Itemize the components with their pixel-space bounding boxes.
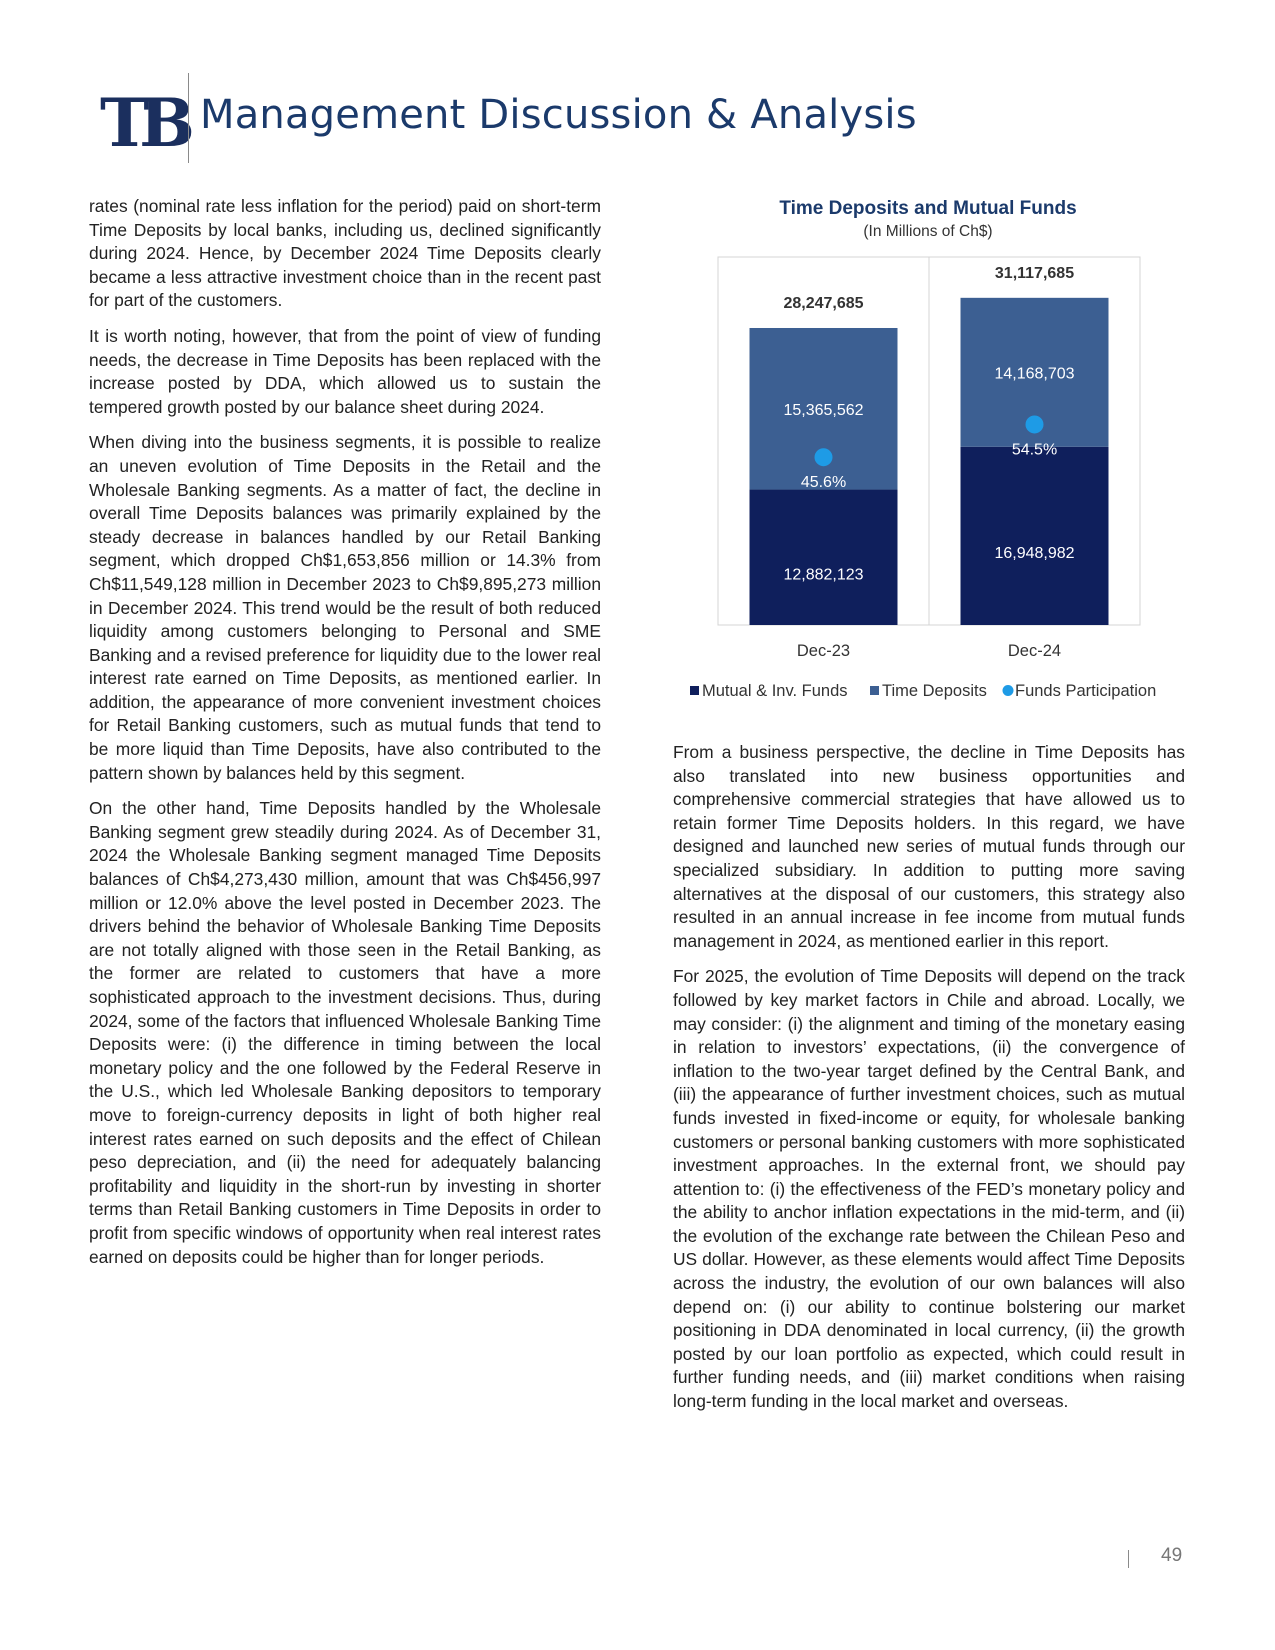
- paragraph: rates (nominal rate less inflation for the period) paid on short-term Time Deposits by local banks, including us, declined significantly during 2024. Hence, by December 2024 Time Deposits clearly became a less attractive investment choice than in the recent past for part of the customers.: [89, 196, 601, 311]
- total-label: 31,117,685: [994, 264, 1075, 282]
- page-number-separator: [1128, 1550, 1129, 1568]
- participation-point: [815, 448, 833, 466]
- bar-mutual-funds: [961, 447, 1109, 625]
- participation-point: [1026, 415, 1044, 433]
- page-title: Management Discussion & Analysis: [200, 92, 917, 138]
- paragraph: On the other hand, Time Deposits handled by the Wholesale Banking segment grew steadily during 2024. As of December 31, 2024 the Wholesale Banking segment managed Time Deposits balances of Ch$4,273,430 million, amount that was Ch$456,997 million or 12.0% above the level posted in December 2023. The drivers behind the behavior of Wholesale Banking Time Deposits are not totally aligned with those seen in the Retail Banking, as the former are related to customers that have a more sophisticated approach to the investment decisions. Thus, during 2024, some of the factors that influenced Wholesale Banking Time Deposits were: (i) the difference in timing between the local monetary policy and the one followed by the Federal Reserve in the U.S., which led Wholesale Banking depositors to temporary move to foreign-currency deposits in light of both higher real interest rates earned on such deposits and the effect of Chilean peso depreciation, and (ii) the need for adequately balancing profitability and liquidity in the short-run by investing in shorter terms than Retail Banking customers in Time Deposits in order to profit from specific windows of opportunity when real interest rates earned on deposits could be higher than for longer periods.: [89, 798, 601, 1267]
- participation-label: 45.6%: [800, 474, 847, 492]
- total-label: 28,247,685: [783, 294, 864, 312]
- page-number: 49: [1161, 1545, 1183, 1566]
- x-tick-label: Dec-24: [1007, 642, 1062, 660]
- time-deposits-chart: [673, 190, 1185, 716]
- bar-mutual-funds: [750, 490, 898, 625]
- legend-swatch-time-deposits: [870, 686, 879, 695]
- legend-label-mutual-funds: Mutual & Inv. Funds: [702, 682, 848, 700]
- paragraph: From a business perspective, the decline in Time Deposits has also translated into new business opportunities and comprehensive commercial strategies that have allowed us to retain former Time Deposits holders. In this regard, we have designed and launched new series of mutual funds through our specialized subsidiary. In addition to putting more saving alternatives at the disposal of our customers, this strategy also resulted in an annual increase in fee income from mutual funds management in 2024, as mentioned earlier in this report.: [673, 742, 1185, 951]
- data-label-time-deposits: 15,365,562: [783, 401, 864, 419]
- paragraph: It is worth noting, however, that from the point of view of funding needs, the decrease in Time Deposits has been replaced with the increase posted by DDA, which allowed us to sustain the tempered growth posted by our balance sheet during 2024.: [89, 325, 601, 417]
- header-divider: [188, 73, 189, 163]
- data-label-time-deposits: 14,168,703: [994, 365, 1075, 383]
- company-logo: [100, 80, 185, 162]
- paragraph: For 2025, the evolution of Time Deposits will depend on the track followed by key market factors in Chile and abroad. Locally, we may consider: (i) the alignment and timing of the monetary easing in relation to investors’ expectations, (ii) the convergence of inflation to the two-year target defined by the Central Bank, and (iii) the appearance of further investment choices, such as mutual funds invested in fixed-income or equity, for wholesale banking customers or personal banking customers with more sophisticated investment approaches. In the external front, we should pay attention to: (i) the effectiveness of the FED’s monetary policy and the ability to anchor inflation expectations in the mid-term, and (ii) the evolution of the exchange rate between the Chilean Peso and US dollar. However, as these elements would affect Time Deposits across the industry, the evolution of our own balances will also depend on: (i) our ability to continue bolstering our market positioning in DDA denominated in local currency, (ii) the growth posted by our loan portfolio as expected, which could result in further funding needs, and (iii) market conditions when raising long-term funding in the local market and overseas.: [673, 966, 1185, 1412]
- data-label-mutual-funds: 12,882,123: [783, 566, 864, 584]
- x-tick-label: Dec-23: [796, 642, 851, 660]
- left-column: [89, 195, 601, 1281]
- chart-title: Time Deposits and Mutual Funds: [779, 198, 1077, 219]
- participation-label: 54.5%: [1011, 441, 1058, 459]
- legend-label-funds-participation: Funds Participation: [1015, 682, 1157, 700]
- data-label-mutual-funds: 16,948,982: [994, 544, 1075, 562]
- right-column: [673, 741, 1185, 1426]
- paragraph: When diving into the business segments, it is possible to realize an uneven evolution of Time Deposits in the Retail and the Wholesale Banking segments. As a matter of fact, the decline in overall Time Deposits balances was primarily explained by the steady decrease in balances handled by our Retail Banking segment, which dropped Ch$1,653,856 million or 14.3% from Ch$11,549,128 million in December 2023 to Ch$9,895,273 million in December 2024. This trend would be the result of both reduced liquidity among customers belonging to Personal and SME Banking and a revised preference for liquidity due to the lower real interest rate earned on Time Deposits, as mentioned earlier. In addition, the appearance of more convenient investment choices for Retail Banking customers, such as mutual funds that tend to be more liquid than Time Deposits, have also contributed to the pattern shown by balances held by this segment.: [89, 432, 601, 783]
- legend-swatch-funds-participation: [1003, 685, 1014, 696]
- chart-subtitle: (In Millions of Ch$): [863, 223, 993, 240]
- logo-lettering: TB: [100, 84, 185, 162]
- legend-label-time-deposits: Time Deposits: [882, 682, 987, 700]
- legend-swatch-mutual-funds: [690, 686, 699, 695]
